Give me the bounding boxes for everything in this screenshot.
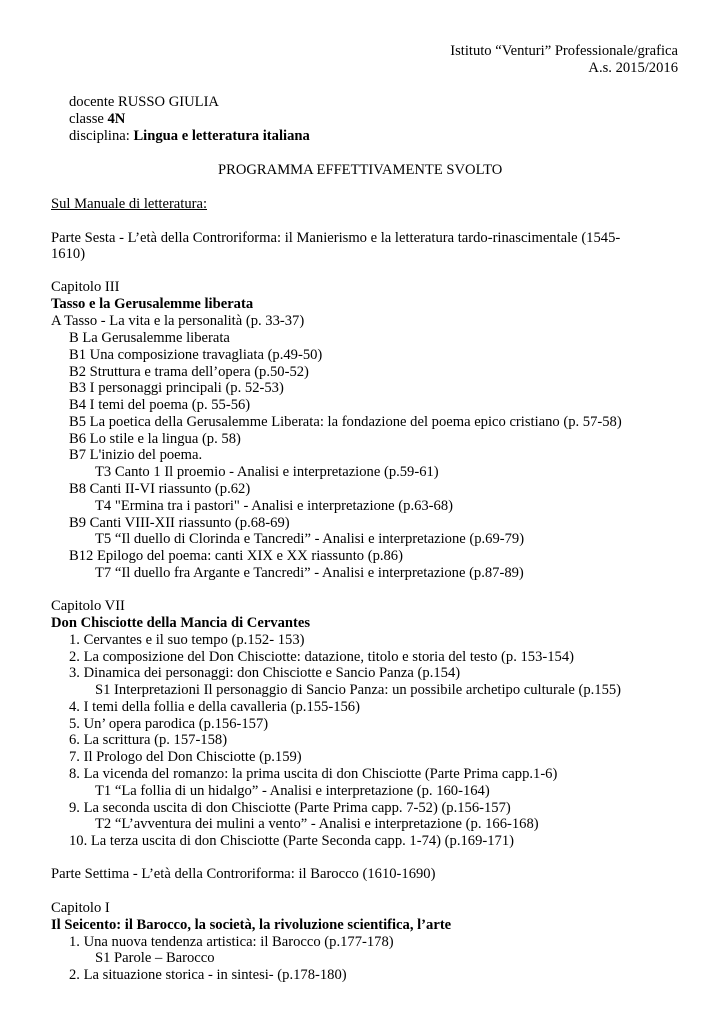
list-item: B5 La poetica della Gerusalemme Liberata: la fondazione del poema epico cristiano (p. 57-58) — [69, 414, 622, 430]
list-item: 2. La situazione storica - in sintesi- (p.178-180) — [69, 967, 347, 983]
school-year: A.s. 2015/2016 — [588, 60, 678, 76]
list-item: B12 Epilogo del poema: canti XIX e XX riassunto (p.86) — [69, 548, 403, 564]
chapter-7-title: Don Chisciotte della Mancia di Cervantes — [51, 615, 311, 631]
class-line — [69, 111, 125, 128]
list-item: 7. Il Prologo del Don Chisciotte (p.159) — [69, 749, 302, 765]
parte-sesta-line-2: 1610) — [51, 246, 86, 262]
chapter-1-title: Il Seicento: il Barocco, la società, la rivoluzione scientifica, l’arte — [51, 917, 452, 933]
class-label: classe — [69, 111, 108, 127]
chapter-3-title: Tasso e la Gerusalemme liberata — [51, 296, 254, 312]
list-item: 3. Dinamica dei personaggi: don Chisciotte e Sancio Panza (p.154) — [69, 665, 461, 681]
chapter-1-label: Capitolo I — [51, 900, 110, 916]
parte-settima: Parte Settima - L’età della Controriforma: il Barocco (1610-1690) — [51, 866, 436, 882]
discipline-value: Lingua e letteratura italiana — [133, 128, 310, 144]
list-item: A Tasso - La vita e la personalità (p. 33-37) — [51, 313, 305, 329]
list-item: S1 Parole – Barocco — [95, 950, 215, 966]
list-item: T4 "Ermina tra i pastori" - Analisi e interpretazione (p.63-68) — [95, 498, 453, 514]
list-item: B9 Canti VIII-XII riassunto (p.68-69) — [69, 515, 290, 531]
list-item: T1 “La follia di un hidalgo” - Analisi e interpretazione (p. 160-164) — [95, 783, 490, 799]
institute-name: Istituto “Venturi” Professionale/grafica — [450, 43, 678, 59]
list-item: T5 “Il duello di Clorinda e Tancredi” - Analisi e interpretazione (p.69-79) — [95, 531, 525, 547]
list-item: B2 Struttura e trama dell’opera (p.50-52) — [69, 364, 309, 380]
discipline-line — [69, 128, 310, 145]
class-value: 4N — [107, 111, 126, 127]
list-item: 9. La seconda uscita di don Chisciotte (Parte Prima capp. 7-52) (p.156-157) — [69, 800, 511, 816]
page-title: PROGRAMMA EFFETTIVAMENTE SVOLTO — [218, 162, 503, 178]
list-item: T3 Canto 1 Il proemio - Analisi e interpretazione (p.59-61) — [95, 464, 439, 480]
list-item: B La Gerusalemme liberata — [69, 330, 230, 346]
list-item: 10. La terza uscita di don Chisciotte (Parte Seconda capp. 1-74) (p.169-171) — [69, 833, 514, 849]
parte-sesta-line-1: Parte Sesta - L’età della Controriforma: il Manierismo e la letteratura tardo-rinascimentale (1545- — [51, 230, 621, 246]
list-item: T7 “Il duello fra Argante e Tancredi” - Analisi e interpretazione (p.87-89) — [95, 565, 524, 581]
list-item: B4 I temi del poema (p. 55-56) — [69, 397, 251, 413]
list-item: 8. La vicenda del romanzo: la prima uscita di don Chisciotte (Parte Prima capp.1-6) — [69, 766, 558, 782]
list-item: 4. I temi della follia e della cavalleria (p.155-156) — [69, 699, 360, 715]
chapter-3-label: Capitolo III — [51, 279, 120, 295]
list-item: B8 Canti II-VI riassunto (p.62) — [69, 481, 251, 497]
list-item: T2 “L’avventura dei mulini a vento” - Analisi e interpretazione (p. 166-168) — [95, 816, 539, 832]
list-item: 1. Cervantes e il suo tempo (p.152- 153) — [69, 632, 305, 648]
list-item: B7 L'inizio del poema. — [69, 447, 203, 463]
manual-heading: Sul Manuale di letteratura: — [51, 196, 208, 212]
chapter-7-label: Capitolo VII — [51, 598, 125, 614]
teacher-line: docente RUSSO GIULIA — [69, 94, 219, 110]
list-item: B1 Una composizione travagliata (p.49-50) — [69, 347, 323, 363]
list-item: 2. La composizione del Don Chisciotte: datazione, titolo e storia del testo (p. 153-154) — [69, 649, 574, 665]
list-item: S1 Interpretazioni Il personaggio di Sancio Panza: un possibile archetipo culturale (p.155) — [95, 682, 622, 698]
list-item: B3 I personaggi principali (p. 52-53) — [69, 380, 284, 396]
list-item: B6 Lo stile e la lingua (p. 58) — [69, 431, 241, 447]
discipline-label: disciplina: — [69, 128, 134, 144]
list-item: 5. Un’ opera parodica (p.156-157) — [69, 716, 269, 732]
list-item: 6. La scrittura (p. 157-158) — [69, 732, 228, 748]
list-item: 1. Una nuova tendenza artistica: il Barocco (p.177-178) — [69, 934, 394, 950]
